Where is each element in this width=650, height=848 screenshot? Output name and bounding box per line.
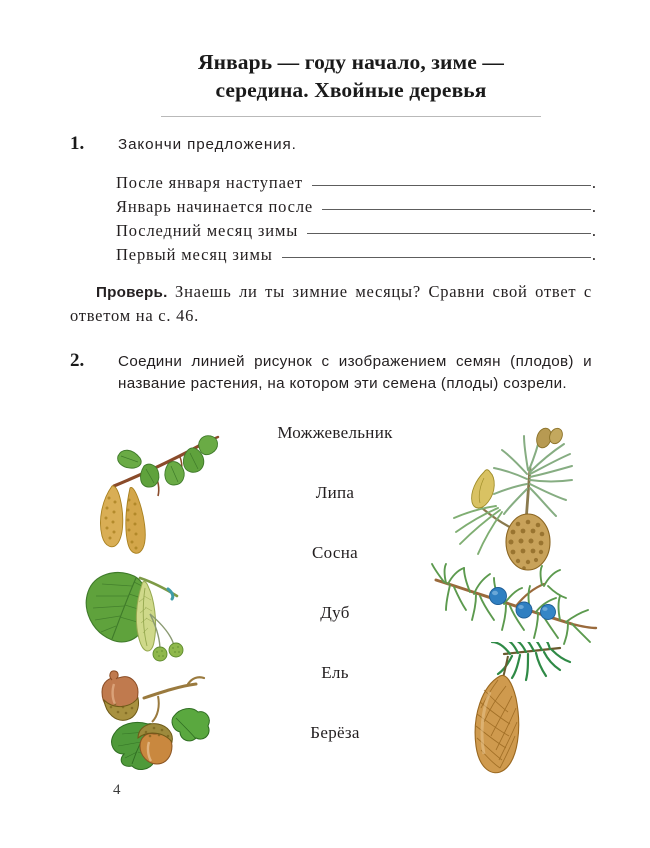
juniper-berries-illustration[interactable] [424,562,624,647]
oak-acorns-illustration[interactable] [88,662,243,777]
sentence-prompt: Первый месяц зимы [116,245,273,264]
sentence-row [116,194,596,216]
sentence-row [116,218,596,240]
plant-name-option[interactable]: Ель [321,663,349,682]
task-2-number: 2. [70,350,85,371]
sentence-terminator: . [591,197,596,216]
page-title [160,48,542,104]
birch-catkins-illustration[interactable] [88,428,238,558]
sentence-prompt: Последний месяц зимы [116,221,299,240]
sentence-answer-blank[interactable] [322,194,591,212]
spruce-cone-illustration[interactable] [460,642,620,782]
page-number: 4 [113,782,121,798]
sentence-terminator: . [591,221,596,240]
task-1-check-paragraph [70,280,592,327]
task-1-sentence-list [116,170,596,266]
check-lead-in: Проверь. [96,284,168,301]
plant-name-option[interactable]: Дуб [320,603,350,622]
plant-name-option[interactable]: Липа [315,483,355,502]
check-text: Знаешь ли ты зимние месяцы? Сравни свой ответ с ответом на с. 46. [70,282,592,325]
matching-exercise [0,420,650,770]
plant-name-option[interactable]: Сосна [312,543,358,562]
linden-fruit-illustration[interactable] [82,558,232,673]
task-1-instruction: Закончи предложения. [118,136,297,153]
page-title-line-2: середина. Хвойные деревья [215,78,487,102]
plant-name-column [245,420,425,780]
page-title-line-1: Январь — году начало, зиме — [197,50,504,74]
sentence-terminator: . [591,173,596,192]
sentence-row [116,242,596,264]
plant-name-option[interactable]: Берёза [310,723,360,742]
sentence-answer-blank[interactable] [282,242,591,260]
sentence-prompt: После января наступает [116,173,303,192]
sentence-prompt: Январь начинается после [116,197,314,216]
sentence-row [116,170,596,192]
sentence-answer-blank[interactable] [307,218,591,236]
plant-name-option[interactable]: Можжевельник [277,423,393,442]
title-divider [161,116,541,117]
pine-cone-illustration[interactable] [440,424,600,574]
sentence-answer-blank[interactable] [312,170,591,188]
sentence-terminator: . [591,245,596,264]
task-1-number: 1. [70,133,85,154]
task-2-instruction: Соедини линией рисунок с изображением семян (плодов) и название растения, на котором эти семена (плоды) созрели. [118,353,592,392]
